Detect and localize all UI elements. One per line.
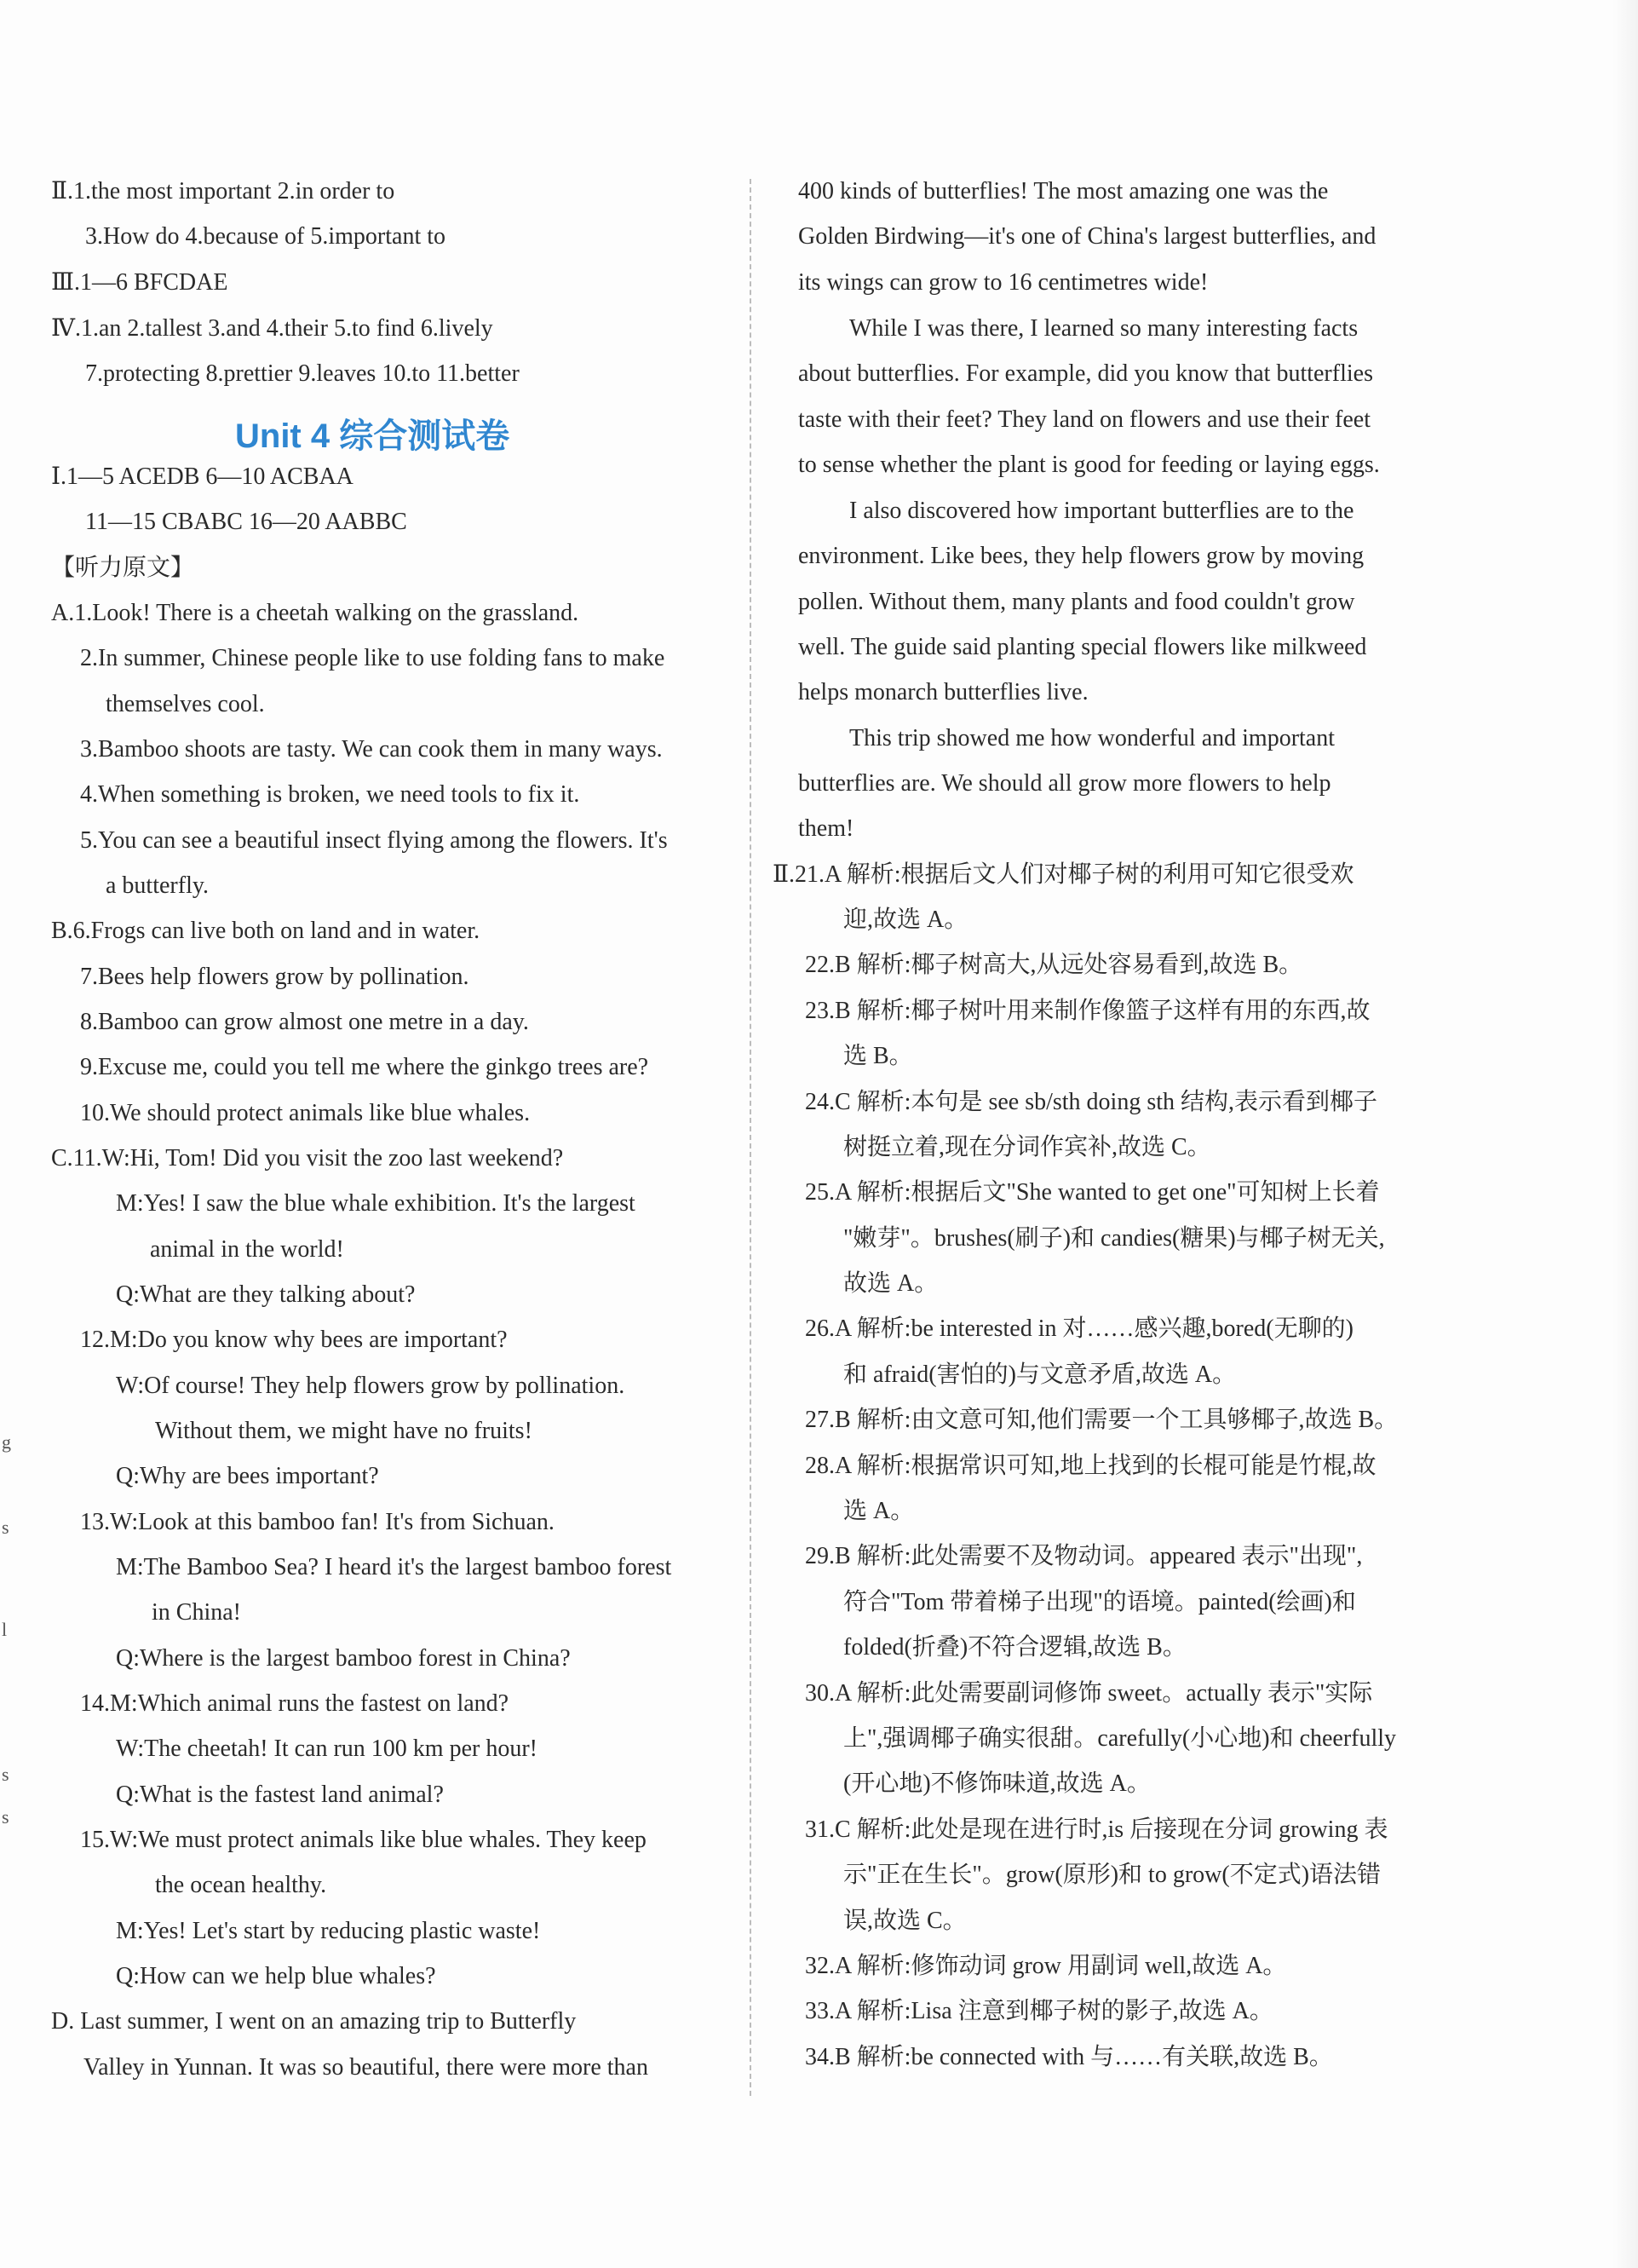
right-text-line: about butterflies. For example, did you know that butterflies	[798, 360, 1373, 387]
right-text-line: 示"正在生长"。grow(原形)和 to grow(不定式)语法错	[843, 1862, 1382, 1888]
left-text-line: M:Yes! Let's start by reducing plastic waste!	[116, 1918, 541, 1944]
right-text-line: 24.C 解析:本句是 see sb/sth doing sth 结构,表示看到椰子	[805, 1089, 1378, 1115]
left-text-line: 15.W:We must protect animals like blue whales. They keep	[80, 1827, 647, 1853]
left-text-line: W:The cheetah! It can run 100 km per hour!	[116, 1736, 537, 1762]
left-text-line: A.1.Look! There is a cheetah walking on the grassland.	[51, 600, 579, 626]
left-text-line: themselves cool.	[106, 691, 265, 717]
left-text-line: 3.How do 4.because of 5.important to	[85, 223, 446, 250]
left-text-line: Ⅳ.1.an 2.tallest 3.and 4.their 5.to find 6.lively	[51, 315, 493, 342]
right-text-line: 33.A 解析:Lisa 注意到椰子树的影子,故选 A。	[805, 1998, 1273, 2024]
left-text-line: 12.M:Do you know why bees are important?	[80, 1327, 508, 1353]
margin-mark: s	[2, 1806, 9, 1828]
left-text-line: the ocean healthy.	[155, 1872, 327, 1898]
left-text-line: Ⅲ.1—6 BFCDAE	[51, 269, 228, 296]
left-text-line: a butterfly.	[106, 872, 210, 899]
right-text-line: 树挺立着,现在分词作宾补,故选 C。	[843, 1134, 1211, 1160]
left-text-line: 5.You can see a beautiful insect flying among the flowers. It's	[80, 827, 668, 854]
right-text-line: 26.A 解析:be interested in 对……感兴趣,bored(无聊的)	[805, 1315, 1354, 1342]
right-text-line: butterflies are. We should all grow more flowers to help	[798, 770, 1331, 797]
right-text-line: "嫩芽"。brushes(刷子)和 candies(糖果)与椰子树无关,	[843, 1225, 1385, 1252]
right-text-line: While I was there, I learned so many interesting facts	[849, 315, 1359, 342]
left-text-line: Valley in Yunnan. It was so beautiful, there were more than	[83, 2054, 648, 2081]
right-text-line: 故选 A。	[843, 1270, 939, 1297]
margin-mark: l	[2, 1619, 8, 1640]
right-text-line: 符合"Tom 带着梯子出现"的语境。painted(绘画)和	[843, 1589, 1356, 1615]
margin-mark: g	[2, 1431, 11, 1453]
left-text-line: 7.Bees help flowers grow by pollination.	[80, 964, 469, 990]
margin-mark: s	[2, 1764, 9, 1785]
left-text-line: 2.In summer, Chinese people like to use folding fans to make	[80, 645, 665, 671]
right-text-line: 27.B 解析:由文意可知,他们需要一个工具够椰子,故选 B。	[805, 1407, 1399, 1433]
left-text-line: Q:Where is the largest bamboo forest in China?	[116, 1645, 571, 1672]
left-text-line: 7.protecting 8.prettier 9.leaves 10.to 11.better	[85, 360, 520, 387]
left-text-line: in China!	[152, 1599, 241, 1626]
column-divider	[750, 179, 751, 2096]
left-text-line: animal in the world!	[150, 1236, 344, 1263]
right-text-line: its wings can grow to 16 centimetres wide!	[798, 269, 1209, 296]
right-text-line: helps monarch butterflies live.	[798, 679, 1089, 705]
page-edge-shade	[1612, 0, 1638, 2268]
left-text-line: Q:What is the fastest land animal?	[116, 1782, 444, 1808]
right-text-line: 25.A 解析:根据后文"She wanted to get one"可知树上长着	[805, 1179, 1380, 1206]
left-text-line: Q:Why are bees important?	[116, 1463, 379, 1489]
margin-mark: s	[2, 1517, 9, 1538]
right-text-line: 400 kinds of butterflies! The most amazing one was the	[798, 178, 1329, 204]
left-text-line: C.11.W:Hi, Tom! Did you visit the zoo last weekend?	[51, 1145, 564, 1171]
right-text-line: folded(折叠)不符合逻辑,故选 B。	[843, 1634, 1187, 1661]
left-text-line: D. Last summer, I went on an amazing trip to Butterfly	[51, 2008, 577, 2035]
left-text-line: Ⅰ.1—5 ACEDB 6—10 ACBAA	[51, 463, 353, 490]
right-text-line: taste with their feet? They land on flowers and use their feet	[798, 406, 1371, 433]
right-text-line: 22.B 解析:椰子树高大,从远处容易看到,故选 B。	[805, 952, 1303, 978]
left-text-line: 11—15 CBABC 16—20 AABBC	[85, 509, 407, 535]
right-text-line: 34.B 解析:be connected with 与……有关联,故选 B。	[805, 2044, 1333, 2070]
right-text-line: 迎,故选 A。	[843, 907, 968, 933]
left-text-line: 9.Excuse me, could you tell me where the ginkgo trees are?	[80, 1054, 649, 1080]
right-text-line: I also discovered how important butterflies are to the	[849, 498, 1354, 524]
left-text-line: 14.M:Which animal runs the fastest on land?	[80, 1690, 509, 1717]
left-text-line: 3.Bamboo shoots are tasty. We can cook them in many ways.	[80, 736, 663, 763]
left-text-line: Without them, we might have no fruits!	[155, 1418, 532, 1444]
right-text-line: 29.B 解析:此处需要不及物动词。appeared 表示"出现",	[805, 1543, 1363, 1569]
right-text-line: 选 B。	[843, 1043, 913, 1069]
left-text-line: 13.W:Look at this bamboo fan! It's from Sichuan.	[80, 1509, 555, 1535]
left-text-line: Q:How can we help blue whales?	[116, 1963, 436, 1989]
right-text-line: to sense whether the plant is good for feeding or laying eggs.	[798, 452, 1380, 478]
right-text-line: 28.A 解析:根据常识可知,地上找到的长棍可能是竹棍,故	[805, 1453, 1376, 1479]
right-text-line: environment. Like bees, they help flowers grow by moving	[798, 543, 1365, 569]
right-text-line: (开心地)不修饰味道,故选 A。	[843, 1770, 1151, 1797]
right-text-line: them!	[798, 815, 854, 842]
right-text-line: 选 A。	[843, 1498, 915, 1524]
right-text-line: Golden Birdwing—it's one of China's largest butterflies, and	[798, 223, 1376, 250]
left-text-line: B.6.Frogs can live both on land and in water.	[51, 918, 480, 944]
left-text-line: M:The Bamboo Sea? I heard it's the largest bamboo forest	[116, 1554, 672, 1580]
right-text-line: 和 afraid(害怕的)与文意矛盾,故选 A。	[843, 1361, 1237, 1388]
right-text-line: 30.A 解析:此处需要副词修饰 sweet。actually 表示"实际	[805, 1680, 1373, 1707]
left-text-line: Q:What are they talking about?	[116, 1281, 416, 1308]
right-text-line: This trip showed me how wonderful and important	[849, 725, 1336, 751]
right-text-line: 31.C 解析:此处是现在进行时,is 后接现在分词 growing 表	[805, 1816, 1388, 1843]
left-text-line: 8.Bamboo can grow almost one metre in a day.	[80, 1009, 529, 1035]
right-text-line: 误,故选 C。	[843, 1908, 967, 1934]
right-text-line: pollen. Without them, many plants and food couldn't grow	[798, 589, 1355, 615]
right-text-line: 23.B 解析:椰子树叶用来制作像篮子这样有用的东西,故	[805, 998, 1371, 1024]
right-text-line: Ⅱ.21.A 解析:根据后文人们对椰子树的利用可知它很受欢	[773, 861, 1354, 888]
left-text-line: W:Of course! They help flowers grow by pollination.	[116, 1373, 625, 1399]
left-text-line: M:Yes! I saw the blue whale exhibition. It's the largest	[116, 1190, 635, 1217]
left-text-line: 10.We should protect animals like blue whales.	[80, 1100, 531, 1126]
left-text-line: Ⅱ.1.the most important 2.in order to	[51, 178, 395, 204]
left-text-line: 4.When something is broken, we need tools to fix it.	[80, 781, 580, 808]
section-title: Unit 4 综合测试卷	[235, 417, 510, 455]
right-text-line: 32.A 解析:修饰动词 grow 用副词 well,故选 A。	[805, 1953, 1287, 1979]
right-text-line: 上",强调椰子确实很甜。carefully(小心地)和 cheerfully	[843, 1725, 1397, 1752]
left-margin-strip	[0, 0, 14, 2268]
left-text-line: 【听力原文】	[51, 555, 195, 581]
right-text-line: well. The guide said planting special flowers like milkweed	[798, 634, 1367, 660]
